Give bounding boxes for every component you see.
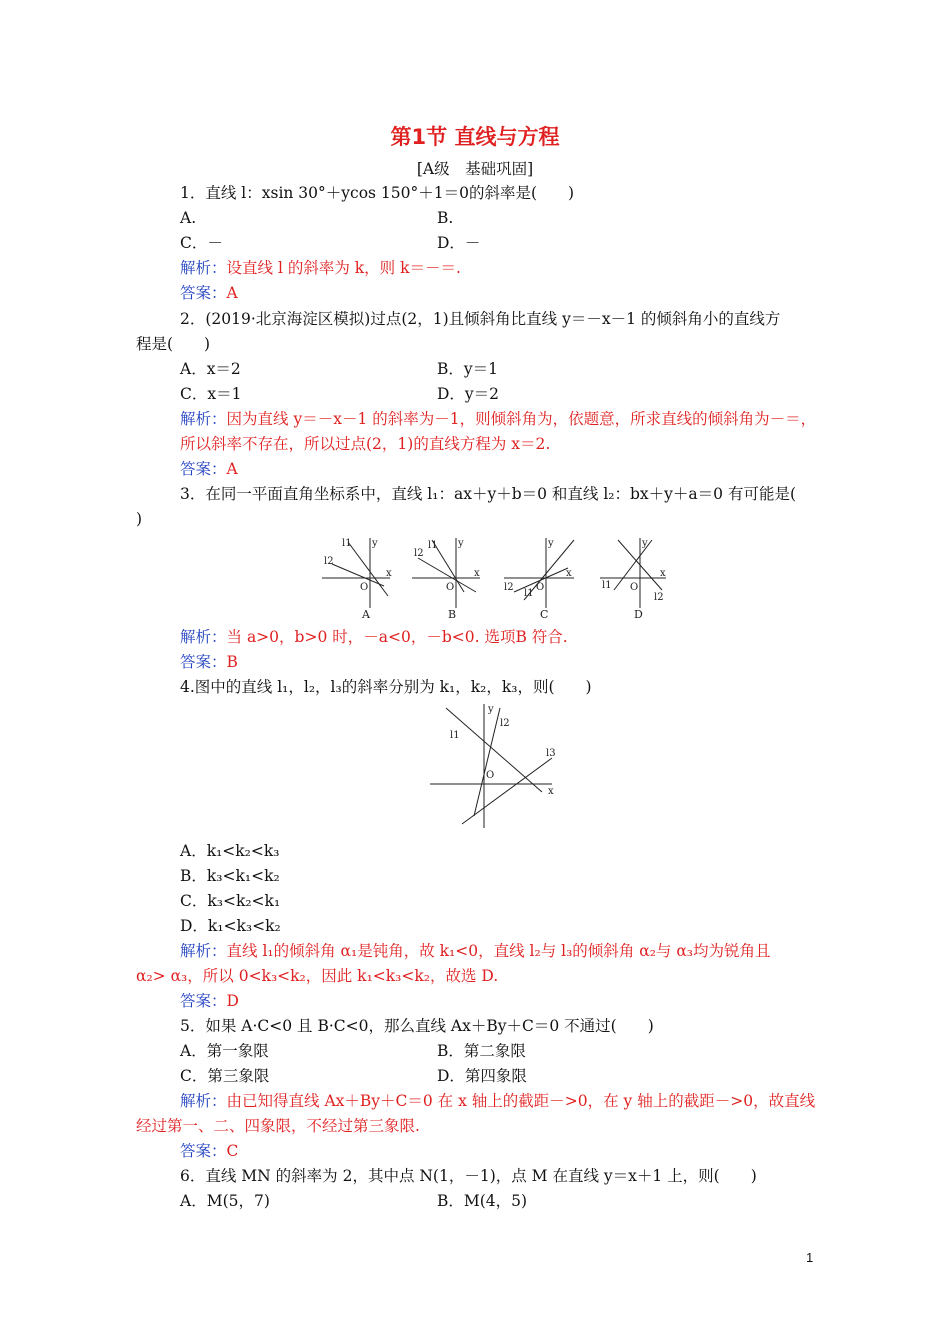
q2-option-a: A．x＝2 bbox=[180, 360, 241, 378]
q4-origin: O bbox=[486, 770, 495, 781]
analysis-label: 解析： bbox=[180, 410, 227, 428]
q3-c-y: y bbox=[548, 538, 554, 549]
answer-label: 答案： bbox=[180, 992, 227, 1010]
q4-analysis-text: 直线 l₁的倾斜角 α₁是钝角，故 k₁<0，直线 l₂与 l₃的倾斜角 α₂与 α₃均为锐角且 bbox=[226, 942, 771, 960]
q1-option-b: B. bbox=[437, 209, 454, 227]
analysis-label: 解析： bbox=[180, 942, 227, 960]
q3-figure bbox=[318, 534, 678, 622]
q4-answer bbox=[180, 991, 239, 1011]
q5-answer-value: C bbox=[226, 1142, 239, 1160]
q1-analysis-text: 设直线 l 的斜率为 k，则 k＝－＝. bbox=[226, 259, 461, 277]
q3-panel-b-label: B bbox=[448, 608, 457, 621]
q1-option-d: D．－ bbox=[437, 234, 481, 252]
q4-option-b: B．k₃<k₁<k₂ bbox=[180, 867, 280, 885]
q2-option-d: D．y＝2 bbox=[437, 385, 500, 403]
q2-option-c: C．x＝1 bbox=[180, 385, 242, 403]
q4-option-a: A．k₁<k₂<k₃ bbox=[180, 842, 280, 860]
q3-d-y: y bbox=[642, 538, 648, 549]
q3-c-l1: l1 bbox=[524, 588, 534, 599]
q5-option-c: C．第三象限 bbox=[180, 1067, 270, 1085]
q4-l1: l1 bbox=[450, 730, 460, 741]
q3-b-x: x bbox=[474, 568, 480, 579]
q3-d-o: O bbox=[630, 582, 639, 593]
q2-stem-line2: 程是( ) bbox=[136, 335, 211, 353]
q4-l2: l2 bbox=[500, 718, 510, 729]
q4-figure bbox=[428, 700, 558, 830]
q3-panel-c-label: C bbox=[540, 608, 549, 621]
q3-a-x: x bbox=[386, 568, 392, 579]
q3-a-o: O bbox=[360, 582, 369, 593]
q3-panel-c bbox=[504, 538, 574, 608]
q4-analysis-line1 bbox=[180, 941, 771, 961]
q3-panel-a bbox=[322, 538, 390, 608]
q2-option-b: B．y＝1 bbox=[437, 360, 499, 378]
q2-answer bbox=[180, 459, 238, 479]
q4-stem: 4.图中的直线 l₁，l₂，l₃的斜率分别为 k₁，k₂，k₃，则( ) bbox=[180, 678, 592, 696]
q2-analysis-line1 bbox=[180, 409, 816, 429]
page-title: 第1节 直线与方程 bbox=[390, 125, 560, 149]
q5-analysis-text: 由已知得直线 Ax＋By＋C＝0 在 x 轴上的截距－>0，在 y 轴上的截距－>0，故直线 bbox=[226, 1092, 816, 1110]
q4-analysis-line2: α₂> α₃，所以 0<k₃<k₂，因此 k₁<k₃<k₂，故选 D. bbox=[136, 967, 499, 985]
q3-analysis-text: 当 a>0，b>0 时，－a<0，－b<0. 选项B 符合. bbox=[226, 628, 568, 646]
q5-option-d: D．第四象限 bbox=[437, 1067, 527, 1085]
q3-d-l1: l1 bbox=[602, 580, 612, 591]
analysis-label: 解析： bbox=[180, 1092, 227, 1110]
q1-answer-value: A bbox=[226, 284, 238, 302]
q5-answer bbox=[180, 1141, 238, 1161]
q3-b-o: O bbox=[446, 582, 455, 593]
q3-d-l2: l2 bbox=[654, 592, 664, 603]
q3-b-y: y bbox=[458, 538, 464, 549]
section-subtitle: [A级 基础巩固] bbox=[416, 160, 534, 178]
analysis-label: 解析： bbox=[180, 259, 227, 277]
q3-a-y: y bbox=[372, 538, 378, 549]
q1-answer bbox=[180, 283, 238, 303]
q2-analysis-text: 因为直线 y＝－x－1 的斜率为－1，则倾斜角为，依题意，所求直线的倾斜角为－＝， bbox=[226, 410, 817, 428]
q5-analysis-line2: 经过第一、二、四象限，不经过第三象限. bbox=[136, 1117, 420, 1135]
q3-panel-d-label: D bbox=[634, 608, 643, 621]
q6-stem: 6．直线 MN 的斜率为 2，其中点 N(1，－1)，点 M 在直线 y＝x＋1 上，则( ) bbox=[180, 1167, 757, 1185]
q5-option-a: A．第一象限 bbox=[180, 1042, 269, 1060]
answer-label: 答案： bbox=[180, 653, 227, 671]
q6-option-a: A．M(5，7) bbox=[180, 1192, 270, 1210]
q1-option-a: A. bbox=[180, 209, 197, 227]
q3-answer bbox=[180, 652, 238, 672]
q1-stem: 1．直线 l：xsin 30°＋ycos 150°＋1＝0的斜率是( ) bbox=[180, 184, 575, 202]
q3-answer-value: B bbox=[226, 653, 238, 671]
q2-answer-value: A bbox=[226, 460, 238, 478]
q4-axis-x: x bbox=[548, 786, 554, 797]
page-number: 1 bbox=[806, 1250, 814, 1265]
q2-stem-line1: 2．(2019·北京海淀区模拟)过点(2，1)且倾斜角比直线 y＝－x－1 的倾斜角小的直线方 bbox=[180, 310, 781, 328]
q4-answer-value: D bbox=[226, 992, 239, 1010]
q5-analysis-line1 bbox=[180, 1091, 815, 1111]
answer-label: 答案： bbox=[180, 284, 227, 302]
q3-c-o: O bbox=[536, 582, 545, 593]
q3-stem-line1: 3．在同一平面直角坐标系中，直线 l₁：ax＋y＋b＝0 和直线 l₂：bx＋y＋a＝0 有可能是( bbox=[180, 485, 797, 503]
q6-option-b: B．M(4，5) bbox=[437, 1192, 528, 1210]
q3-b-l2: l2 bbox=[414, 548, 424, 559]
q5-stem: 5．如果 A·C<0 且 B·C<0，那么直线 Ax＋By＋C＝0 不通过( ) bbox=[180, 1017, 654, 1035]
answer-label: 答案： bbox=[180, 460, 227, 478]
q3-analysis bbox=[180, 627, 568, 647]
q4-l3: l3 bbox=[546, 748, 556, 759]
answer-label: 答案： bbox=[180, 1142, 227, 1160]
q3-c-l2: l2 bbox=[504, 582, 514, 593]
q4-axis-y: y bbox=[488, 704, 494, 715]
q3-c-x: x bbox=[566, 568, 572, 579]
q3-panel-a-label: A bbox=[362, 608, 370, 621]
q3-d-x: x bbox=[660, 568, 666, 579]
q1-option-c: C．－ bbox=[180, 234, 223, 252]
q4-option-d: D．k₁<k₃<k₂ bbox=[180, 917, 281, 935]
q5-option-b: B．第二象限 bbox=[437, 1042, 526, 1060]
q1-analysis bbox=[180, 258, 461, 278]
q2-analysis-line2: 所以斜率不存在，所以过点(2，1)的直线方程为 x＝2. bbox=[180, 435, 551, 453]
analysis-label: 解析： bbox=[180, 628, 227, 646]
q3-b-l1: l1 bbox=[428, 540, 438, 551]
q3-a-l2: l2 bbox=[324, 556, 334, 567]
q3-stem-line2: ) bbox=[136, 510, 143, 528]
q4-option-c: C．k₃<k₂<k₁ bbox=[180, 892, 281, 910]
q3-a-l1: l1 bbox=[342, 538, 352, 549]
